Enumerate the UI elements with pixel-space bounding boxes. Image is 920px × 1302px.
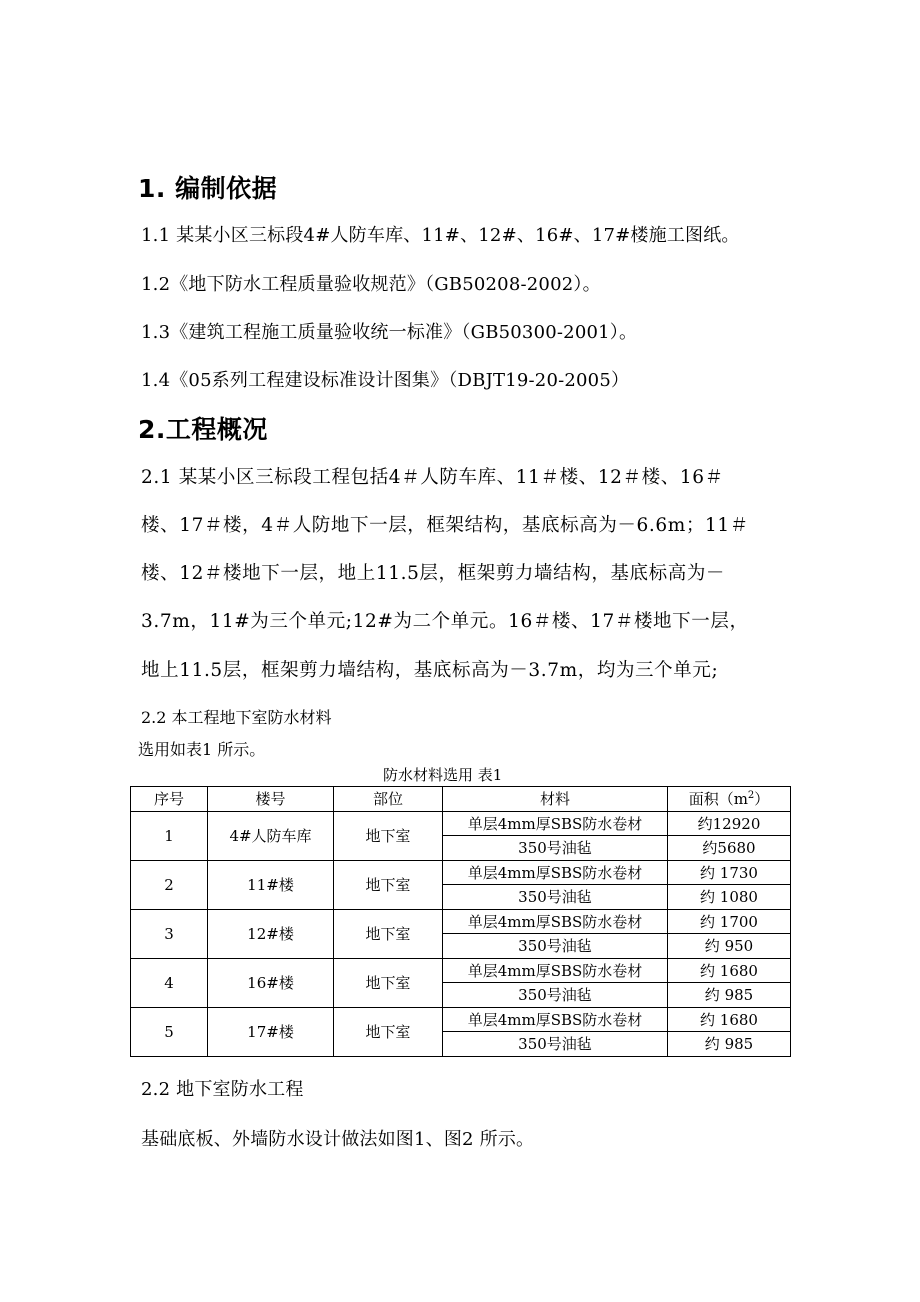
cell-material: 350号油毡	[443, 934, 668, 959]
table-intro: 选用如表1 所示。	[138, 740, 266, 759]
cell-area: 约5680	[668, 836, 791, 861]
overview-line-2: 楼、17＃楼，4＃人防地下一层，框架结构，基底标高为－6.6m；11＃	[141, 515, 749, 536]
materials-table	[130, 786, 791, 1057]
basis-item-1: 1.1 某某小区三标段4#人防车库、11#、12#、16#、17#楼施工图纸。	[141, 225, 740, 246]
basis-item-3: 1.3《建筑工程施工质量验收统一标准》（GB50300-2001）。	[141, 322, 638, 343]
table-caption: 防水材料选用 表1	[383, 766, 503, 784]
basis-item-2: 1.2《地下防水工程质量验收规范》（GB50208-2002）。	[141, 274, 601, 295]
cell-material: 单层4mm厚SBS防水卷材	[443, 1007, 668, 1032]
cell-material: 350号油毡	[443, 983, 668, 1008]
cell-material: 350号油毡	[443, 836, 668, 861]
header-area: 面积$(m^2)$	[668, 787, 791, 812]
overview-line-1: 2.1 某某小区三标段工程包括4＃人防车库、11＃楼、12＃楼、16＃	[141, 467, 724, 488]
cell-no: 5	[131, 1007, 208, 1056]
cell-material: 单层4mm厚SBS防水卷材	[443, 811, 668, 836]
cell-building: 11#楼	[208, 860, 334, 909]
subsection-2-2-title: 2.2 本工程地下室防水材料	[141, 708, 332, 727]
cell-area: 约 1680	[668, 1007, 791, 1032]
cell-material: 350号油毡	[443, 1032, 668, 1057]
cell-no: 2	[131, 860, 208, 909]
cell-building: 4#人防车库	[208, 811, 334, 860]
cell-building: 16#楼	[208, 958, 334, 1007]
table-row	[131, 909, 791, 934]
cell-area: 约 1080	[668, 885, 791, 910]
section-1-heading: 1. 编制依据	[138, 174, 278, 203]
overview-line-3: 楼、12＃楼地下一层，地上11.5层，框架剪力墙结构，基底标高为－	[141, 563, 726, 584]
cell-material: 350号油毡	[443, 885, 668, 910]
cell-area: 约 1680	[668, 958, 791, 983]
header-no: 序号	[131, 787, 208, 812]
cell-location: 地下室	[334, 1007, 443, 1056]
subsection-2-2-waterproof-title: 2.2 地下室防水工程	[141, 1079, 304, 1100]
header-material: 材料	[443, 787, 668, 812]
cell-material: 单层4mm厚SBS防水卷材	[443, 958, 668, 983]
cell-location: 地下室	[334, 909, 443, 958]
cell-location: 地下室	[334, 860, 443, 909]
cell-area: 约12920	[668, 811, 791, 836]
cell-area: 约 985	[668, 1032, 791, 1057]
cell-no: 4	[131, 958, 208, 1007]
cell-no: 1	[131, 811, 208, 860]
header-building: 楼号	[208, 787, 334, 812]
cell-area: 约 950	[668, 934, 791, 959]
table-row	[131, 811, 791, 836]
waterproof-description: 基础底板、外墙防水设计做法如图1、图2 所示。	[141, 1129, 535, 1150]
cell-location: 地下室	[334, 958, 443, 1007]
cell-building: 12#楼	[208, 909, 334, 958]
header-location: 部位	[334, 787, 443, 812]
section-2-heading: 2.工程概况	[138, 415, 268, 444]
table-header-row	[131, 787, 791, 812]
overview-line-4: 3.7m，11#为三个单元;12#为二个单元。16＃楼、17＃楼地下一层，	[141, 611, 749, 632]
cell-no: 3	[131, 909, 208, 958]
table-row	[131, 958, 791, 983]
cell-location: 地下室	[334, 811, 443, 860]
cell-building: 17#楼	[208, 1007, 334, 1056]
cell-area: 约 1730	[668, 860, 791, 885]
cell-area: 约 985	[668, 983, 791, 1008]
basis-item-4: 1.4《05系列工程建设标准设计图集》（DBJT19-20-2005）	[141, 370, 630, 391]
overview-line-5: 地上11.5层，框架剪力墙结构，基底标高为－3.7m，均为三个单元;	[141, 660, 719, 681]
cell-area: 约 1700	[668, 909, 791, 934]
table-row	[131, 1007, 791, 1032]
table-row	[131, 860, 791, 885]
cell-material: 单层4mm厚SBS防水卷材	[443, 860, 668, 885]
cell-material: 单层4mm厚SBS防水卷材	[443, 909, 668, 934]
